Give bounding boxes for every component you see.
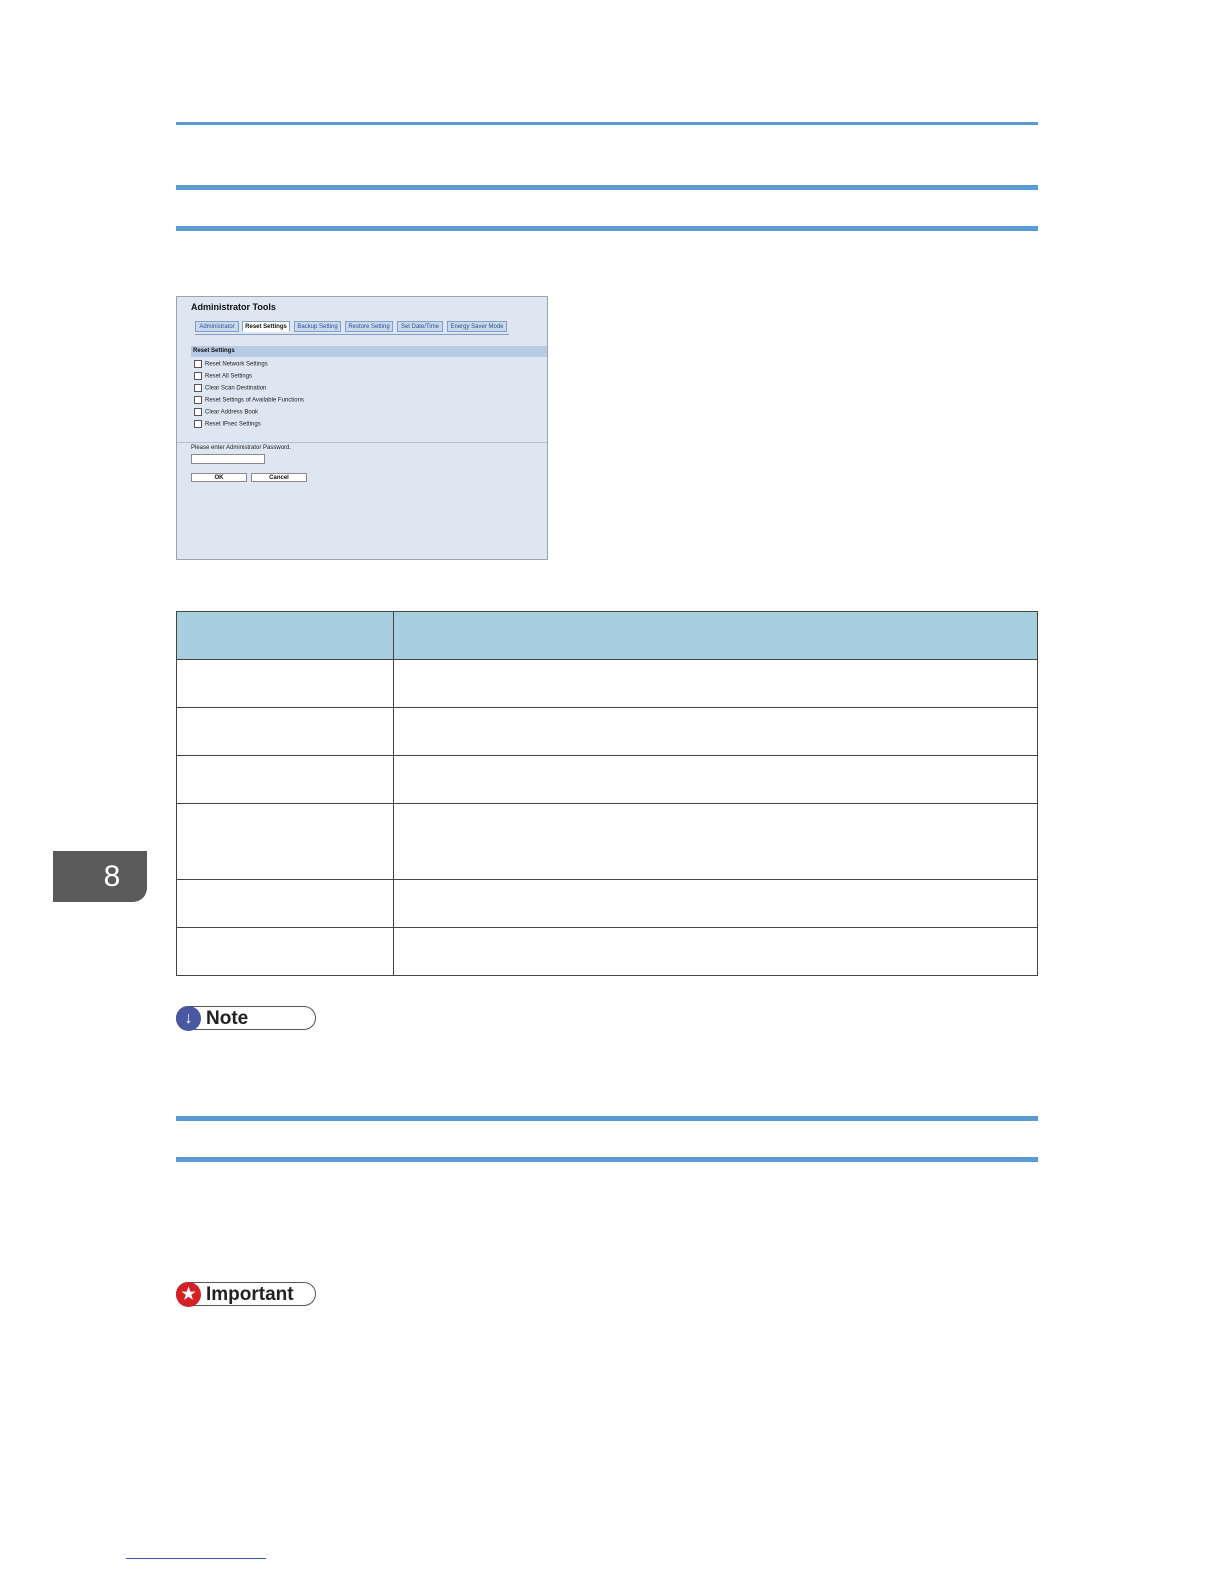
tab-energy-saver-mode[interactable]: Energy Saver Mode <box>447 321 507 332</box>
section-header-bar <box>191 346 547 357</box>
tab-restore-setting[interactable]: Restore Setting <box>345 321 393 332</box>
header-rule <box>176 122 1038 125</box>
checkbox[interactable] <box>194 360 202 368</box>
checkbox[interactable] <box>194 408 202 416</box>
section-rule-bottom <box>176 226 1038 231</box>
option-clear-scan-destination[interactable]: Clear Scan Destination <box>194 384 266 393</box>
admin-tools-screenshot <box>176 296 548 560</box>
cancel-button[interactable]: Cancel <box>251 473 307 482</box>
checkbox[interactable] <box>194 420 202 428</box>
arrow-down-icon: ↓ <box>176 1006 201 1031</box>
star-icon: ★ <box>176 1282 201 1307</box>
option-reset-all[interactable]: Reset All Settings <box>194 372 252 381</box>
password-input[interactable] <box>191 454 265 464</box>
table-header-cell <box>394 612 1038 660</box>
section-label: Reset Settings <box>193 348 235 354</box>
option-reset-network[interactable]: Reset Network Settings <box>194 360 268 369</box>
divider <box>177 442 547 443</box>
section-rule-top <box>176 185 1038 190</box>
chapter-number: 8 <box>103 860 121 893</box>
section-rule-top-2 <box>176 1116 1038 1121</box>
checkbox[interactable] <box>194 384 202 392</box>
tab-backup-setting[interactable]: Backup Setting <box>294 321 341 332</box>
chapter-tab <box>53 851 147 902</box>
checkbox[interactable] <box>194 396 202 404</box>
ok-button[interactable]: OK <box>191 473 247 482</box>
note-text: Note <box>206 1008 249 1029</box>
table-row <box>177 880 1038 928</box>
tab-set-date-time[interactable]: Set Date/Time <box>397 321 443 332</box>
table-row <box>177 928 1038 976</box>
table-row <box>177 708 1038 756</box>
screenshot-tabs <box>195 321 509 335</box>
checkbox[interactable] <box>194 372 202 380</box>
table-row <box>177 660 1038 708</box>
table-header-cell <box>177 612 394 660</box>
tab-reset-settings[interactable]: Reset Settings <box>242 321 290 332</box>
table-header-row <box>177 612 1038 660</box>
tab-administrator[interactable]: Administrator <box>195 321 239 332</box>
screenshot-title: Administrator Tools <box>191 302 276 312</box>
important-text: Important <box>206 1284 294 1305</box>
option-clear-address-book[interactable]: Clear Address Book <box>194 408 258 417</box>
section-rule-bottom-2 <box>176 1157 1038 1162</box>
settings-table <box>176 611 1038 976</box>
important-label <box>176 1282 316 1306</box>
table-row <box>177 804 1038 880</box>
table-row <box>177 756 1038 804</box>
password-label: Please enter Administrator Password. <box>191 445 292 451</box>
footer-rule <box>126 1558 266 1559</box>
note-label <box>176 1006 316 1030</box>
option-reset-ipsec[interactable]: Reset IPsec Settings <box>194 420 261 429</box>
option-reset-available-functions[interactable]: Reset Settings of Available Functions <box>194 396 304 405</box>
